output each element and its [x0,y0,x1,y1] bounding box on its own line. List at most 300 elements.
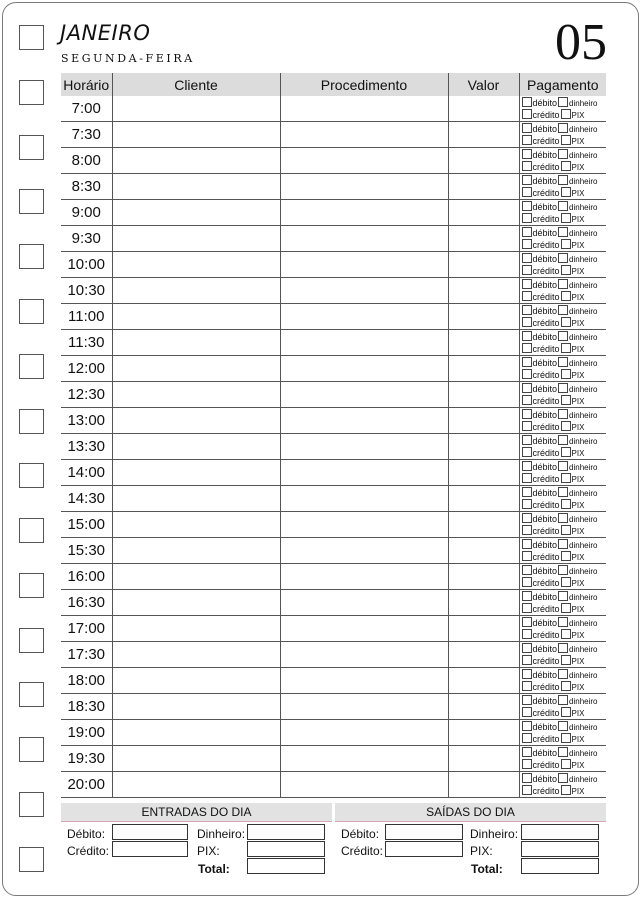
checkbox-icon[interactable] [561,161,571,171]
saidas-total-field[interactable] [521,858,599,874]
payment-option-dinheiro[interactable] [558,175,597,187]
payment-option-debito[interactable] [522,149,558,161]
payment-option-dinheiro[interactable] [558,357,597,369]
payment-option-credito[interactable] [522,499,560,511]
checkbox-icon[interactable] [522,305,532,315]
value-cell[interactable] [448,96,519,122]
payment-option-pix[interactable] [561,551,585,563]
saidas-dinheiro-field[interactable] [521,824,599,840]
checkbox-icon[interactable] [561,343,571,353]
checkbox-icon[interactable] [522,123,532,133]
payment-option-dinheiro[interactable] [558,721,597,733]
value-cell[interactable] [448,304,519,330]
value-cell[interactable] [448,616,519,642]
payment-option-pix[interactable] [561,343,585,355]
payment-option-dinheiro[interactable] [558,747,597,759]
checkbox-icon[interactable] [522,357,532,367]
value-cell[interactable] [448,746,519,772]
payment-option-dinheiro[interactable] [558,227,597,239]
payment-option-debito[interactable] [522,721,558,733]
procedure-cell[interactable] [280,590,448,616]
client-cell[interactable] [112,616,280,642]
payment-option-dinheiro[interactable] [558,305,597,317]
client-cell[interactable] [112,486,280,512]
checkbox-icon[interactable] [522,213,532,223]
client-cell[interactable] [112,512,280,538]
payment-option-credito[interactable] [522,213,560,225]
value-cell[interactable] [448,720,519,746]
payment-option-debito[interactable] [522,227,558,239]
payment-option-pix[interactable] [561,161,585,173]
payment-option-credito[interactable] [522,603,560,615]
value-cell[interactable] [448,772,519,798]
payment-option-dinheiro[interactable] [558,461,597,473]
payment-option-dinheiro[interactable] [558,435,597,447]
checkbox-icon[interactable] [522,617,532,627]
payment-option-credito[interactable] [522,161,560,173]
value-cell[interactable] [448,694,519,720]
payment-option-dinheiro[interactable] [558,253,597,265]
client-cell[interactable] [112,200,280,226]
checkbox-icon[interactable] [558,747,568,757]
client-cell[interactable] [112,668,280,694]
checkbox-icon[interactable] [561,577,571,587]
side-checkbox[interactable] [19,80,44,105]
value-cell[interactable] [448,486,519,512]
payment-option-dinheiro[interactable] [558,383,597,395]
checkbox-icon[interactable] [558,331,568,341]
payment-option-pix[interactable] [561,265,585,277]
value-cell[interactable] [448,382,519,408]
checkbox-icon[interactable] [522,317,532,327]
payment-option-dinheiro[interactable] [558,565,597,577]
client-cell[interactable] [112,538,280,564]
payment-option-debito[interactable] [522,747,558,759]
procedure-cell[interactable] [280,486,448,512]
checkbox-icon[interactable] [558,617,568,627]
checkbox-icon[interactable] [522,109,532,119]
payment-option-debito[interactable] [522,617,558,629]
payment-option-credito[interactable] [522,473,560,485]
client-cell[interactable] [112,382,280,408]
procedure-cell[interactable] [280,720,448,746]
checkbox-icon[interactable] [558,201,568,211]
procedure-cell[interactable] [280,512,448,538]
value-cell[interactable] [448,538,519,564]
checkbox-icon[interactable] [522,773,532,783]
procedure-cell[interactable] [280,278,448,304]
checkbox-icon[interactable] [558,149,568,159]
checkbox-icon[interactable] [522,239,532,249]
client-cell[interactable] [112,148,280,174]
checkbox-icon[interactable] [522,331,532,341]
checkbox-icon[interactable] [522,655,532,665]
payment-option-credito[interactable] [522,681,560,693]
payment-option-dinheiro[interactable] [558,695,597,707]
payment-option-credito[interactable] [522,759,560,771]
value-cell[interactable] [448,148,519,174]
payment-option-dinheiro[interactable] [558,513,597,525]
value-cell[interactable] [448,590,519,616]
checkbox-icon[interactable] [561,733,571,743]
payment-option-pix[interactable] [561,317,585,329]
checkbox-icon[interactable] [522,643,532,653]
payment-option-debito[interactable] [522,669,558,681]
client-cell[interactable] [112,590,280,616]
checkbox-icon[interactable] [561,369,571,379]
procedure-cell[interactable] [280,148,448,174]
checkbox-icon[interactable] [561,499,571,509]
side-checkbox[interactable] [19,682,44,707]
payment-option-debito[interactable] [522,695,558,707]
payment-option-pix[interactable] [561,785,585,797]
checkbox-icon[interactable] [561,473,571,483]
procedure-cell[interactable] [280,96,448,122]
payment-option-dinheiro[interactable] [558,279,597,291]
procedure-cell[interactable] [280,174,448,200]
side-checkbox[interactable] [19,628,44,653]
payment-option-debito[interactable] [522,643,558,655]
client-cell[interactable] [112,408,280,434]
side-checkbox[interactable] [19,244,44,269]
procedure-cell[interactable] [280,668,448,694]
procedure-cell[interactable] [280,382,448,408]
client-cell[interactable] [112,252,280,278]
procedure-cell[interactable] [280,616,448,642]
side-checkbox[interactable] [19,518,44,543]
payment-option-debito[interactable] [522,331,558,343]
entradas-debito-field[interactable] [112,824,188,840]
checkbox-icon[interactable] [561,395,571,405]
procedure-cell[interactable] [280,200,448,226]
payment-option-credito[interactable] [522,525,560,537]
payment-option-credito[interactable] [522,421,560,433]
payment-option-pix[interactable] [561,395,585,407]
checkbox-icon[interactable] [522,291,532,301]
checkbox-icon[interactable] [561,551,571,561]
payment-option-credito[interactable] [522,343,560,355]
payment-option-credito[interactable] [522,577,560,589]
checkbox-icon[interactable] [522,227,532,237]
payment-option-credito[interactable] [522,551,560,563]
payment-option-dinheiro[interactable] [558,617,597,629]
payment-option-pix[interactable] [561,239,585,251]
checkbox-icon[interactable] [558,643,568,653]
checkbox-icon[interactable] [522,187,532,197]
checkbox-icon[interactable] [558,721,568,731]
checkbox-icon[interactable] [522,747,532,757]
payment-option-pix[interactable] [561,135,585,147]
procedure-cell[interactable] [280,694,448,720]
side-checkbox[interactable] [19,847,44,872]
side-checkbox[interactable] [19,299,44,324]
procedure-cell[interactable] [280,252,448,278]
entradas-total-field[interactable] [247,858,325,874]
value-cell[interactable] [448,512,519,538]
checkbox-icon[interactable] [558,123,568,133]
payment-option-dinheiro[interactable] [558,591,597,603]
side-checkbox[interactable] [19,737,44,762]
checkbox-icon[interactable] [558,253,568,263]
checkbox-icon[interactable] [561,187,571,197]
procedure-cell[interactable] [280,642,448,668]
payment-option-dinheiro[interactable] [558,331,597,343]
payment-option-pix[interactable] [561,187,585,199]
checkbox-icon[interactable] [522,421,532,431]
checkbox-icon[interactable] [522,487,532,497]
entradas-credito-field[interactable] [112,841,188,857]
payment-option-debito[interactable] [522,357,558,369]
payment-option-pix[interactable] [561,213,585,225]
client-cell[interactable] [112,694,280,720]
payment-option-dinheiro[interactable] [558,201,597,213]
side-checkbox[interactable] [19,409,44,434]
checkbox-icon[interactable] [522,629,532,639]
payment-option-credito[interactable] [522,109,560,121]
payment-option-credito[interactable] [522,707,560,719]
checkbox-icon[interactable] [522,603,532,613]
value-cell[interactable] [448,330,519,356]
checkbox-icon[interactable] [558,461,568,471]
payment-option-pix[interactable] [561,369,585,381]
payment-option-debito[interactable] [522,305,558,317]
checkbox-icon[interactable] [522,473,532,483]
checkbox-icon[interactable] [522,551,532,561]
payment-option-dinheiro[interactable] [558,409,597,421]
payment-option-dinheiro[interactable] [558,149,597,161]
payment-option-debito[interactable] [522,253,558,265]
payment-option-pix[interactable] [561,499,585,511]
payment-option-debito[interactable] [522,435,558,447]
saidas-pix-field[interactable] [521,841,599,857]
checkbox-icon[interactable] [558,539,568,549]
checkbox-icon[interactable] [522,369,532,379]
payment-option-pix[interactable] [561,707,585,719]
payment-option-pix[interactable] [561,733,585,745]
payment-option-credito[interactable] [522,447,560,459]
payment-option-credito[interactable] [522,733,560,745]
checkbox-icon[interactable] [522,149,532,159]
checkbox-icon[interactable] [522,525,532,535]
checkbox-icon[interactable] [522,461,532,471]
checkbox-icon[interactable] [561,603,571,613]
checkbox-icon[interactable] [522,279,532,289]
payment-option-pix[interactable] [561,421,585,433]
checkbox-icon[interactable] [561,447,571,457]
checkbox-icon[interactable] [558,357,568,367]
side-checkbox[interactable] [19,792,44,817]
procedure-cell[interactable] [280,538,448,564]
checkbox-icon[interactable] [561,629,571,639]
checkbox-icon[interactable] [558,409,568,419]
checkbox-icon[interactable] [561,759,571,769]
payment-option-debito[interactable] [522,201,558,213]
checkbox-icon[interactable] [558,773,568,783]
checkbox-icon[interactable] [522,447,532,457]
checkbox-icon[interactable] [522,499,532,509]
checkbox-icon[interactable] [522,759,532,769]
payment-option-credito[interactable] [522,317,560,329]
client-cell[interactable] [112,564,280,590]
procedure-cell[interactable] [280,226,448,252]
procedure-cell[interactable] [280,330,448,356]
checkbox-icon[interactable] [561,681,571,691]
side-checkbox[interactable] [19,354,44,379]
checkbox-icon[interactable] [558,227,568,237]
value-cell[interactable] [448,434,519,460]
side-checkbox[interactable] [19,463,44,488]
payment-option-debito[interactable] [522,539,558,551]
side-checkbox[interactable] [19,189,44,214]
entradas-pix-field[interactable] [247,841,325,857]
checkbox-icon[interactable] [558,513,568,523]
payment-option-debito[interactable] [522,383,558,395]
payment-option-credito[interactable] [522,369,560,381]
payment-option-debito[interactable] [522,279,558,291]
checkbox-icon[interactable] [558,435,568,445]
procedure-cell[interactable] [280,356,448,382]
client-cell[interactable] [112,174,280,200]
checkbox-icon[interactable] [522,201,532,211]
payment-option-pix[interactable] [561,473,585,485]
payment-option-debito[interactable] [522,175,558,187]
checkbox-icon[interactable] [522,565,532,575]
value-cell[interactable] [448,668,519,694]
client-cell[interactable] [112,304,280,330]
checkbox-icon[interactable] [522,97,532,107]
payment-option-debito[interactable] [522,123,558,135]
checkbox-icon[interactable] [522,175,532,185]
saidas-debito-field[interactable] [385,824,463,840]
payment-option-pix[interactable] [561,109,585,121]
payment-option-credito[interactable] [522,187,560,199]
checkbox-icon[interactable] [522,695,532,705]
payment-option-dinheiro[interactable] [558,123,597,135]
checkbox-icon[interactable] [522,383,532,393]
side-checkbox[interactable] [19,573,44,598]
client-cell[interactable] [112,356,280,382]
checkbox-icon[interactable] [561,265,571,275]
payment-option-pix[interactable] [561,525,585,537]
checkbox-icon[interactable] [561,317,571,327]
checkbox-icon[interactable] [558,383,568,393]
payment-option-debito[interactable] [522,487,558,499]
procedure-cell[interactable] [280,122,448,148]
payment-option-debito[interactable] [522,513,558,525]
checkbox-icon[interactable] [561,421,571,431]
payment-option-credito[interactable] [522,629,560,641]
checkbox-icon[interactable] [522,409,532,419]
checkbox-icon[interactable] [558,695,568,705]
value-cell[interactable] [448,408,519,434]
payment-option-dinheiro[interactable] [558,669,597,681]
checkbox-icon[interactable] [558,97,568,107]
payment-option-credito[interactable] [522,239,560,251]
value-cell[interactable] [448,278,519,304]
checkbox-icon[interactable] [522,591,532,601]
client-cell[interactable] [112,330,280,356]
payment-option-dinheiro[interactable] [558,487,597,499]
payment-option-dinheiro[interactable] [558,539,597,551]
client-cell[interactable] [112,434,280,460]
value-cell[interactable] [448,252,519,278]
checkbox-icon[interactable] [561,109,571,119]
value-cell[interactable] [448,200,519,226]
payment-option-credito[interactable] [522,655,560,667]
checkbox-icon[interactable] [522,707,532,717]
payment-option-credito[interactable] [522,135,560,147]
procedure-cell[interactable] [280,564,448,590]
procedure-cell[interactable] [280,434,448,460]
payment-option-pix[interactable] [561,681,585,693]
checkbox-icon[interactable] [561,785,571,795]
value-cell[interactable] [448,122,519,148]
side-checkbox[interactable] [19,135,44,160]
payment-option-dinheiro[interactable] [558,97,597,109]
value-cell[interactable] [448,460,519,486]
client-cell[interactable] [112,96,280,122]
client-cell[interactable] [112,226,280,252]
payment-option-dinheiro[interactable] [558,773,597,785]
procedure-cell[interactable] [280,746,448,772]
payment-option-debito[interactable] [522,565,558,577]
checkbox-icon[interactable] [522,265,532,275]
checkbox-icon[interactable] [558,279,568,289]
procedure-cell[interactable] [280,304,448,330]
client-cell[interactable] [112,746,280,772]
client-cell[interactable] [112,772,280,798]
client-cell[interactable] [112,642,280,668]
checkbox-icon[interactable] [522,435,532,445]
checkbox-icon[interactable] [558,591,568,601]
procedure-cell[interactable] [280,772,448,798]
checkbox-icon[interactable] [522,135,532,145]
payment-option-debito[interactable] [522,409,558,421]
checkbox-icon[interactable] [522,669,532,679]
checkbox-icon[interactable] [561,707,571,717]
client-cell[interactable] [112,720,280,746]
checkbox-icon[interactable] [522,785,532,795]
saidas-credito-field[interactable] [385,841,463,857]
checkbox-icon[interactable] [561,655,571,665]
side-checkbox[interactable] [19,25,44,50]
checkbox-icon[interactable] [522,681,532,691]
checkbox-icon[interactable] [522,733,532,743]
procedure-cell[interactable] [280,408,448,434]
payment-option-pix[interactable] [561,577,585,589]
entradas-dinheiro-field[interactable] [247,824,325,840]
payment-option-debito[interactable] [522,461,558,473]
value-cell[interactable] [448,356,519,382]
value-cell[interactable] [448,174,519,200]
value-cell[interactable] [448,226,519,252]
payment-option-pix[interactable] [561,603,585,615]
payment-option-pix[interactable] [561,291,585,303]
checkbox-icon[interactable] [522,513,532,523]
payment-option-credito[interactable] [522,291,560,303]
client-cell[interactable] [112,278,280,304]
payment-option-pix[interactable] [561,655,585,667]
client-cell[interactable] [112,460,280,486]
checkbox-icon[interactable] [522,721,532,731]
checkbox-icon[interactable] [522,539,532,549]
payment-option-credito[interactable] [522,785,560,797]
payment-option-credito[interactable] [522,265,560,277]
payment-option-debito[interactable] [522,97,558,109]
checkbox-icon[interactable] [561,291,571,301]
payment-option-debito[interactable] [522,591,558,603]
checkbox-icon[interactable] [522,395,532,405]
